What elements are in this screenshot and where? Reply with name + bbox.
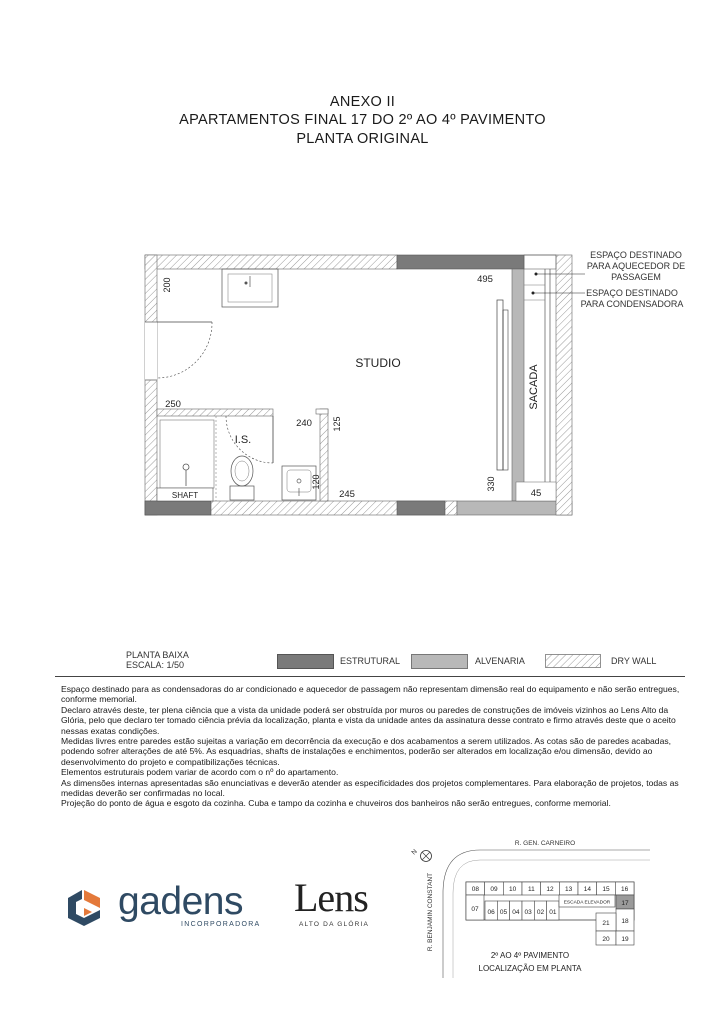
street-top: R. GEN. CARNEIRO: [514, 840, 576, 847]
structural-pillar-right: [512, 269, 524, 501]
location-map: [380, 828, 670, 978]
unit-top-12: 12: [546, 886, 554, 893]
note-1: Espaço destinado para as condensadoras do ar condicionado e aquecedor de passagem não representam dimensão real do equipamento e não serão entregues, conforme memorial.: [61, 684, 680, 705]
dim-200: 200: [162, 277, 172, 293]
gadens-logo-icon: [64, 888, 104, 928]
note-3: Medidas livres entre paredes estão sujeitas a variação em decorrência da execução e dos acabamentos a serem utilizados. As cotas são de paredes acabadas, podendo sofrer alterações de até 5%. As esquadrias, shafts de instalações e enchimentos, poderão ser alterados em localização e/ou dimensão, devido ao desenvolvimento do projeto e compatibilizações técnicas.: [61, 736, 672, 767]
dim-45: 45: [530, 488, 542, 499]
callout-heater: ESPAÇO DESTINADO PARA AQUECEDOR DE PASSAGEM: [586, 250, 686, 282]
page-subtitle: APARTAMENTOS FINAL 17 DO 2º AO 4º PAVIMENTO: [179, 112, 546, 128]
label-studio: STUDIO: [355, 356, 401, 370]
dim-250: 250: [165, 399, 181, 410]
gadens-logo-sub: INCORPORADORA: [181, 921, 261, 928]
dim-245: 245: [339, 489, 355, 500]
structural-top-right: [397, 255, 524, 269]
label-balcony: SACADA: [528, 364, 540, 410]
note-6: Projeção do ponto de água e esgoto da cozinha. Cuba e tampo da cozinha e chuveiros dos banheiros não serão entregues, conforme memorial.: [61, 798, 611, 809]
legend-drywall: DRY WALL: [611, 656, 657, 666]
unit-bottom-05: 05: [499, 909, 508, 916]
north-label: N: [410, 848, 419, 857]
unit-bottom-02: 02: [536, 909, 545, 916]
legend-masonry-swatch: [411, 654, 468, 669]
dim-120: 120: [311, 474, 321, 490]
legend-structural: ESTRUTURAL: [340, 656, 401, 666]
wall-left: [145, 255, 157, 515]
page-title: ANEXO II: [329, 94, 396, 110]
unit-top-14: 14: [583, 886, 591, 893]
note-2: Declaro através deste, ter plena ciência que a vista da unidade poderá ser obstruída por muros ou paredes de construções de imóveis vizinhos ao Lens Alto da Glória, pelo que declaro ter tomado ciência prévia da localização, planta e vista da unidade antes da assinatura desse contrato e firmo através deste que o aceito nessas exatas condições.: [61, 704, 676, 736]
unit-top-11: 11: [527, 886, 535, 893]
page-subtitle-2: PLANTA ORIGINAL: [296, 131, 429, 147]
lens-logo-sub: ALTO DA GLÓRIA: [299, 921, 370, 928]
note-4: Elementos estruturais podem variar de acordo com o nº do apartamento.: [61, 767, 339, 778]
dim-330: 330: [486, 476, 496, 492]
unit-07: 07: [471, 906, 479, 913]
legend-drywall-swatch: [545, 654, 602, 669]
masonry-right-end: [556, 255, 572, 515]
masonry-bottom-right: [457, 501, 572, 515]
unit-top-15: 15: [602, 886, 610, 893]
escada-label: ESCADA ELEVADOR: [563, 900, 611, 906]
wall-top-left: [145, 255, 397, 269]
unit-top-09: 09: [490, 886, 498, 893]
unit-top-10: 10: [509, 886, 517, 893]
unit-20: 20: [602, 936, 610, 943]
label-bath: I.S.: [234, 434, 252, 446]
unit-bottom-03: 03: [524, 909, 532, 916]
divider: [55, 676, 685, 677]
location-caption-1: 2º AO 4º PAVIMENTO: [490, 951, 570, 960]
dim-240: 240: [296, 418, 312, 429]
notes: [61, 684, 681, 809]
unit-18: 18: [621, 918, 629, 925]
dim-125: 125: [332, 416, 342, 432]
unit-21: 21: [602, 920, 610, 927]
gadens-logo-text: gadens: [118, 880, 243, 923]
dim-495: 495: [477, 274, 493, 285]
lens-logo-text: Lens: [294, 875, 368, 920]
structural-bottom-left: [145, 501, 211, 515]
unit-bottom-06: 06: [487, 909, 495, 916]
location-caption-2: LOCALIZAÇÃO EM PLANTA: [478, 964, 582, 973]
unit-bottom-04: 04: [512, 909, 520, 916]
structural-bottom-mid: [397, 501, 445, 515]
label-shaft: SHAFT: [171, 491, 199, 500]
note-5: As dimensões internas apresentadas são enunciativas e deverão atender as especificidades dos projetos complementares. Para elaboração de projetos, todas as medidas deverão ser confirmadas no local.: [61, 777, 679, 799]
wall-bath-top: [157, 409, 273, 416]
legend-masonry: ALVENARIA: [475, 656, 525, 666]
legend-structural-swatch: [277, 654, 334, 669]
unit-top-08: 08: [471, 886, 479, 893]
callout-condenser: ESPAÇO DESTINADO PARA CONDENSADORA: [580, 288, 684, 309]
unit-top-13: 13: [565, 886, 573, 893]
legend-scale: ESCALA: 1/50: [126, 660, 185, 670]
wall-bath-right: [320, 409, 328, 501]
unit-bottom-01: 01: [549, 909, 557, 916]
legend-plan-label: PLANTA BAIXA: [126, 650, 189, 660]
unit-19: 19: [621, 936, 629, 943]
unit-17: 17: [621, 900, 629, 907]
street-left: R. BENJAMIN CONSTANT: [427, 872, 434, 952]
unit-top-16: 16: [621, 886, 629, 893]
